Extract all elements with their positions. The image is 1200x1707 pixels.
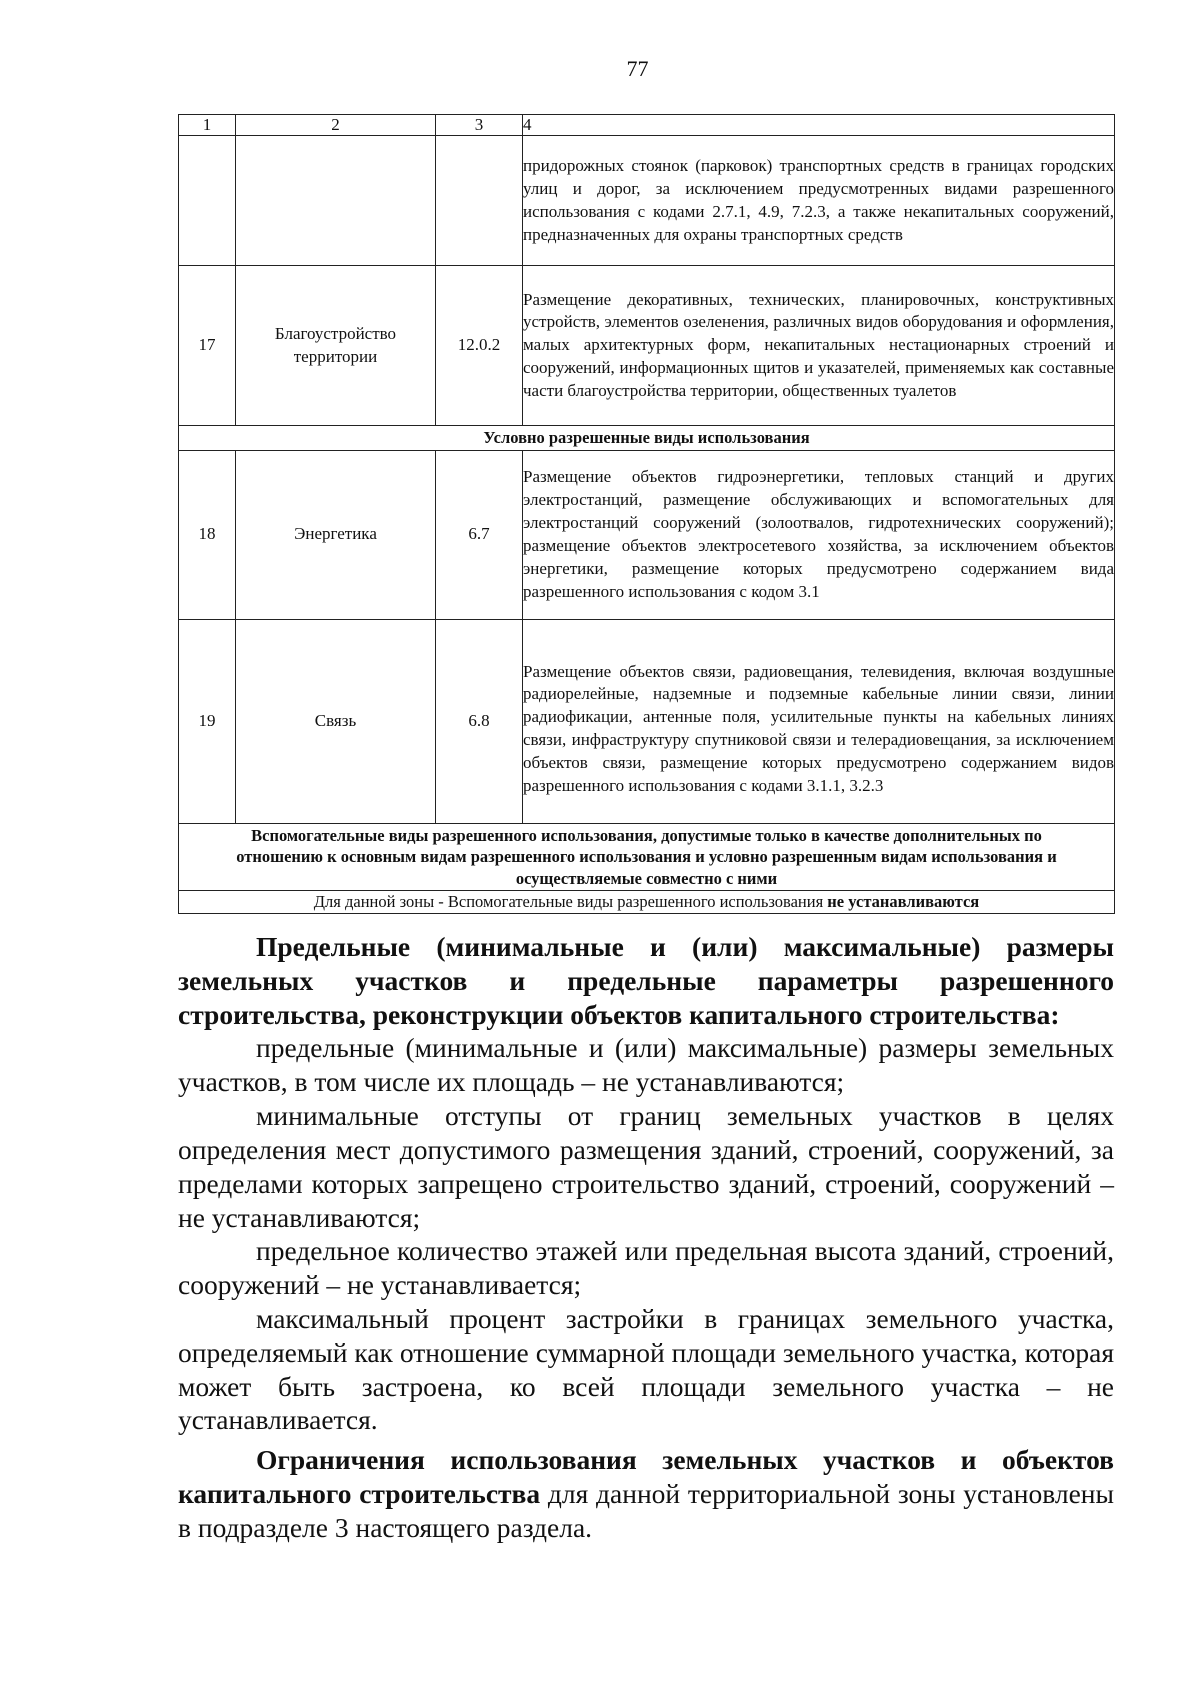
row-18-code: 6.7 [436,450,523,619]
row-cont-desc: придорожных стоянок (парковок) транспортных средств в границах городских улиц и дорог, за исключением предусмотренных видами разрешенного использования с кодами 2.7.1, 4.9, 7.2.3, а также некапитальных сооружений, предназначенных для охраны транспортных средств [523,136,1115,266]
row-cont-name [236,136,436,266]
table-row-17 [179,266,1115,426]
table-header-row [179,115,1115,136]
table-row-continued [179,136,1115,266]
paragraph-floors: предельное количество этажей или предельная высота зданий, строений, сооружений – не устанавливается; [178,1235,1114,1301]
paragraph-restrictions [178,1443,1114,1544]
table-row-18 [179,450,1115,619]
row-cont-code [436,136,523,266]
row-19-code: 6.8 [436,619,523,823]
row-17-name: Благоустройство территории [236,266,436,426]
paragraph-setbacks: минимальные отступы от границ земельных участков в целях определения мест допустимого размещения зданий, строений, сооружений, за пределами которых запрещено строительство зданий, строений, сооружений – не устанавливаются; [178,1100,1114,1233]
paragraph-plot-sizes: предельные (минимальные и (или) максимальные) размеры земельных участков, в том числе их площадь – не устанавливаются; [178,1032,1114,1098]
row-17-code: 12.0.2 [436,266,523,426]
row-19-num: 19 [179,619,236,823]
parameters-heading: Предельные (минимальные и (или) максимальные) размеры земельных участков и предельные параметры разрешенного строительства, реконструкции объектов капитального строительства: [178,931,1114,1030]
table-row-19 [179,619,1115,823]
row-17-desc: Размещение декоративных, технических, планировочных, конструктивных устройств, элементов озеленения, различных видов оборудования и оформления, малых архитектурных форм, некапитальных нестационарных строений и сооружений, информационных щитов и указателей, применяемых как составные части благоустройства территории, общественных туалетов [523,266,1115,426]
header-cell-1: 1 [179,115,236,136]
header-cell-4: 4 [523,115,1115,136]
note-row [179,891,1115,914]
row-18-num: 18 [179,450,236,619]
header-cell-3: 3 [436,115,523,136]
note-bold: не устанавливаются [827,892,980,912]
row-cont-num [179,136,236,266]
body-text [178,930,1114,1545]
note-cell [179,891,1115,914]
section-conditional-title: Условно разрешенные виды использования [179,426,1115,450]
section-auxiliary-row [179,823,1115,890]
page-number: 77 [626,56,649,81]
paragraph-coverage: максимальный процент застройки в границах земельного участка, определяемый как отношение суммарной площади земельного участка, которая может быть застроена, ко всей площади земельного участка – не устанавливается. [178,1302,1114,1436]
row-19-name: Связь [236,619,436,823]
row-17-num: 17 [179,266,236,426]
row-18-name: Энергетика [236,450,436,619]
section-conditional-row [179,426,1115,450]
section-auxiliary-title: Вспомогательные виды разрешенного использования, допустимые только в качестве дополнительных по отношению к основным видам разрешенного использования и условно разрешенным видам использования и осуществляемые совместно с ними [179,823,1115,890]
restrictions-bold: Ограничения использования земельных участков и объектов капитального строительства [178,1444,1114,1509]
zoning-table [178,114,1115,914]
note-prefix: Для данной зоны - Вспомогательные виды разрешенного использования [313,892,824,912]
header-cell-2: 2 [236,115,436,136]
row-19-desc: Размещение объектов связи, радиовещания, телевидения, включая воздушные радиорелейные, надземные и подземные кабельные линии связи, линии радиофикации, антенные поля, усилительные пункты на кабельных линиях связи, инфраструктуру спутниковой связи и телерадиовещания, за исключением объектов связи, размещение которых предусмотрено содержанием видов разрешенного использования с кодами 3.1.1, 3.2.3 [523,619,1115,823]
restrictions-rest: для данной территориальной зоны установлены в подразделе 3 настоящего раздела. [178,1478,1114,1543]
row-18-desc: Размещение объектов гидроэнергетики, тепловых станций и других электростанций, размещение обслуживающих и вспомогательных для электростанций сооружений (золоотвалов, гидротехнических сооружений); размещение объектов электросетевого хозяйства, за исключением объектов энергетики, размещение которых предусмотрено содержанием вида разрешенного использования с кодом 3.1 [523,450,1115,619]
